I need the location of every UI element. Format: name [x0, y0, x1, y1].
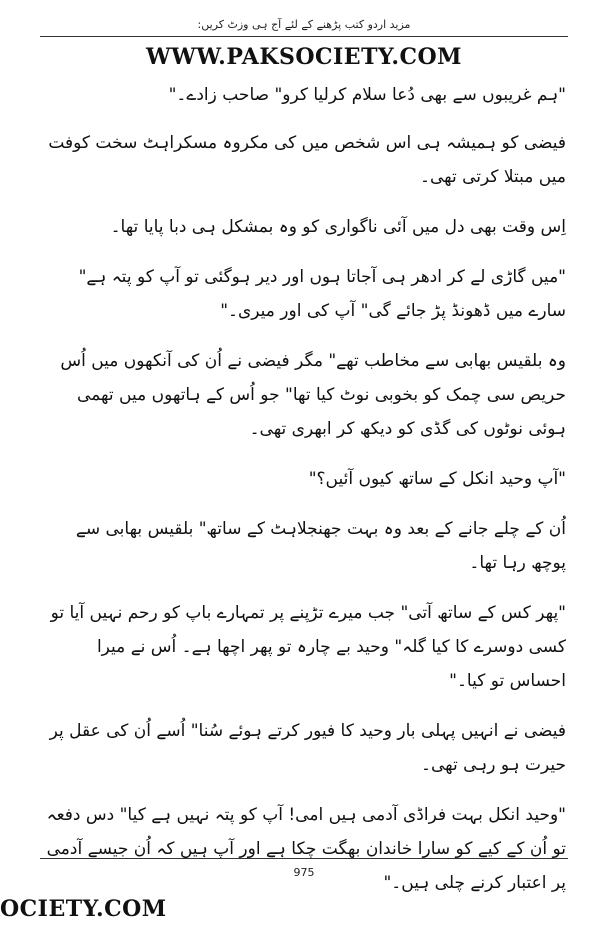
header-note: مزید اردو کتب پڑھنے کے لئے آج ہی وزٹ کریں: [197, 18, 411, 31]
paragraph-1: "ہم غریبوں سے بھی دُعا سلام کرلیا کرو" صاحب زادے۔" [168, 85, 566, 105]
paragraph-9: فیضی نے انہیں پہلی بار وحید کا فیور کرتے ہوئے سُنا" اُسے اُن کی عقل پر حیرت ہو رہی تھی۔ [49, 721, 566, 775]
paragraph-4: "میں گاڑی لے کر ادھر ہی آجاتا ہوں اور دیر ہوگئی تو آپ کو پتہ ہے" سارے میں ڈھونڈ پڑ جائے گی" آپ کی اور میری۔" [78, 267, 566, 321]
paragraph-7: اُن کے چلے جانے کے بعد وہ بہت جھنجلاہٹ کے ساتھ" بلقیس بھابی سے پوچھ رہا تھا۔ [75, 519, 566, 573]
paragraph-5: وہ بلقیس بھابی سے مخاطب تھے" مگر فیضی نے اُن کی آنکھوں میں اُس حریص سی چمک کو بخوبی نوٹ کیا تھا" جو اُس کے ہاتھوں میں تھمی ہوئی نوٹوں کی گڈی کو دیکھ کر ابھری تھی۔ [60, 351, 566, 439]
paragraph-10: "وحید انکل بہت فراڈی آدمی ہیں امی! آپ کو پتہ نہیں ہے کیا" دس دفعہ تو اُن کے کیے کو سارا خاندان بھگت چکا ہے اور آپ ہیں کہ اُن جیسے آدمی پر اعتبار کرنے چلی ہیں۔" [46, 805, 566, 893]
paragraph-2: فیضی کو ہمیشہ ہی اس شخص میں کی مکروہ مسکراہٹ سخت کوفت میں مبتلا کرتی تھی۔ [48, 133, 566, 187]
paragraph-6: "آپ وحید انکل کے ساتھ کیوں آئیں؟" [308, 469, 566, 489]
header-watermark: WWW.PAKSOCIETY.COM [145, 44, 463, 70]
footer-rule [40, 858, 568, 859]
page-body [42, 78, 566, 900]
header-rule [40, 36, 568, 37]
footer-watermark: OCIETY.COM [0, 896, 167, 922]
paragraph-3: اِس وقت بھی دل میں آئی ناگواری کو وہ بمشکل ہی دبا پایا تھا۔ [110, 217, 566, 237]
page-number: 975 [293, 866, 315, 879]
paragraph-8: "پھر کس کے ساتھ آتی" جب میرے تڑپنے پر تمہارے باپ کو رحم نہیں آیا تو کسی دوسرے کا کیا گلہ" وحید بے چارہ تو پھر اچھا ہے۔ اُس نے میرا احساس تو کیا۔" [50, 603, 566, 691]
